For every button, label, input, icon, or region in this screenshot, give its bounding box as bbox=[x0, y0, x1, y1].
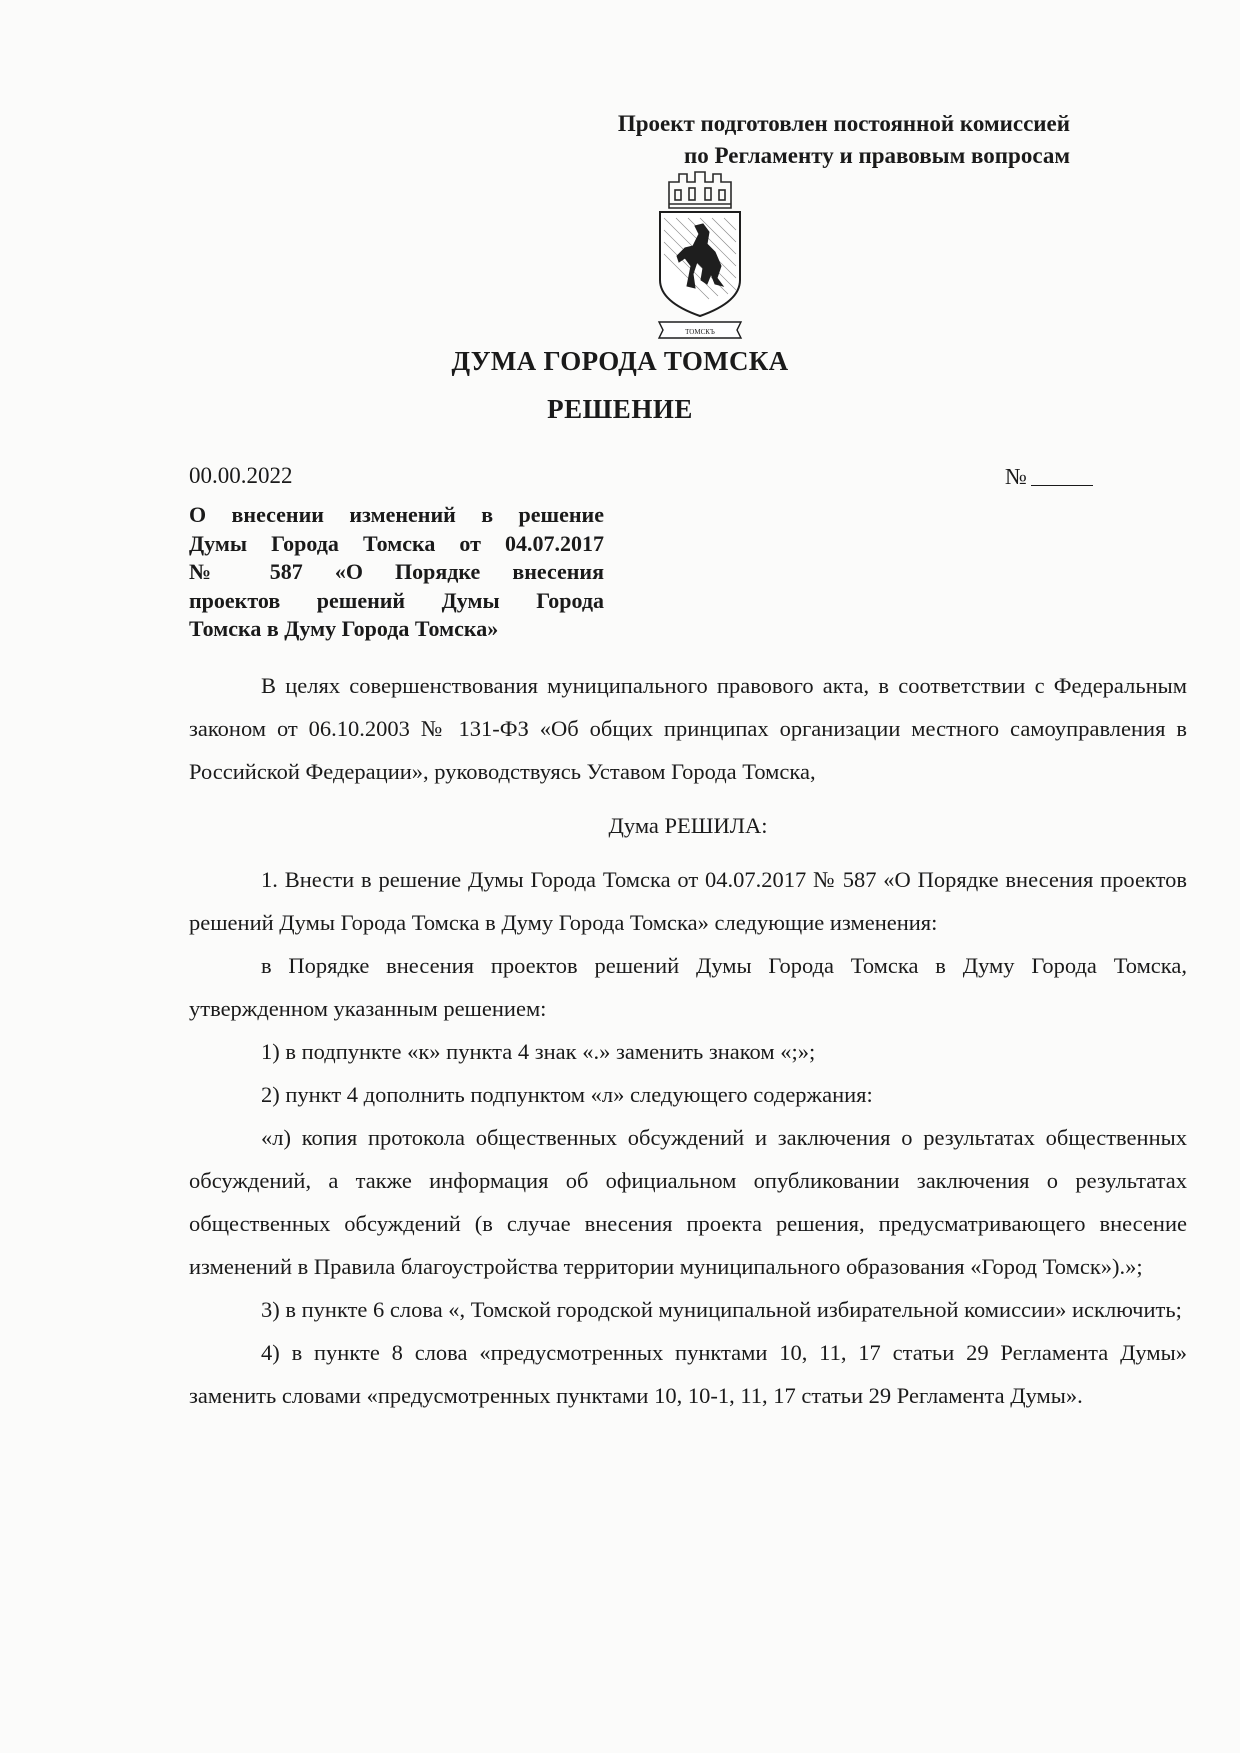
council-name: ДУМА ГОРОДА ТОМСКА bbox=[451, 346, 789, 376]
subclause-2: 2) пункт 4 дополнить подпунктом «л» следующего содержания: bbox=[261, 1082, 873, 1107]
number-label: № bbox=[1005, 464, 1027, 489]
decision-title bbox=[189, 501, 604, 644]
number-blank bbox=[1031, 463, 1093, 486]
subclause-1: 1) в подпункте «к» пункта 4 знак «.» заменить знаком «;»; bbox=[261, 1039, 816, 1064]
prepared-by-note bbox=[470, 108, 1070, 172]
prepared-line-2: по Регламенту и правовым вопросам bbox=[683, 143, 1070, 168]
emblem-motto: ТОМСКЪ bbox=[685, 328, 715, 336]
preamble-paragraph: В целях совершенствования муниципального правового акта, в соответствии с Федеральным законом от 06.10.2003 № 131-ФЗ «Об общих принципах организации местного самоуправления в Российской Федерации», руководствуясь Уставом Города Томска, bbox=[189, 673, 1187, 784]
decision-number bbox=[1005, 463, 1093, 490]
subclause-2-text: «л) копия протокола общественных обсуждений и заключения о результатах общественных обсуждений, а также информация об официальном опубликовании заключения о результатах общественных обсуждений (в случае внесения проекта решения, предусматривающего внесение изменений в Правила благоустройства территории муниципального образования «Город Томск»).»; bbox=[189, 1125, 1187, 1279]
title-line-2: Думы Города Томска от 04.07.2017 bbox=[189, 530, 604, 556]
subclause-3: 3) в пункте 6 слова «, Томской городской муниципальной избирательной комиссии» исключить; bbox=[261, 1297, 1182, 1322]
document-type: РЕШЕНИЕ bbox=[547, 394, 693, 424]
title-line-3: № 587 «О Порядке внесения bbox=[189, 559, 604, 584]
resolved-heading: Дума РЕШИЛА: bbox=[608, 813, 768, 838]
clause-1: 1. Внести в решение Думы Города Томска от 04.07.2017 № 587 «О Порядке внесения проектов решений Думы Города Томска в Думу Города Томска» следующие изменения: bbox=[189, 867, 1187, 935]
prepared-line-1: Проект подготовлен постоянной комиссией bbox=[617, 111, 1070, 136]
title-line-4: проектов решений Думы Города bbox=[189, 587, 604, 613]
clause-intro: в Порядке внесения проектов решений Думы Города Томска в Думу Города Томска, утвержденном указанным решением: bbox=[189, 953, 1187, 1021]
decision-date: 00.00.2022 bbox=[189, 463, 293, 488]
title-line-5: Томска в Думу Города Томска» bbox=[189, 616, 499, 641]
tomsk-coat-of-arms-icon bbox=[649, 162, 751, 340]
decision-body bbox=[189, 664, 1187, 1417]
subclause-4: 4) в пункте 8 слова «предусмотренных пунктами 10, 11, 17 статьи 29 Регламента Думы» заменить словами «предусмотренных пунктами 10, 10-1, 11, 17 статьи 29 Регламента Думы». bbox=[189, 1340, 1187, 1408]
title-line-1: О внесении изменений в решение bbox=[189, 502, 604, 527]
